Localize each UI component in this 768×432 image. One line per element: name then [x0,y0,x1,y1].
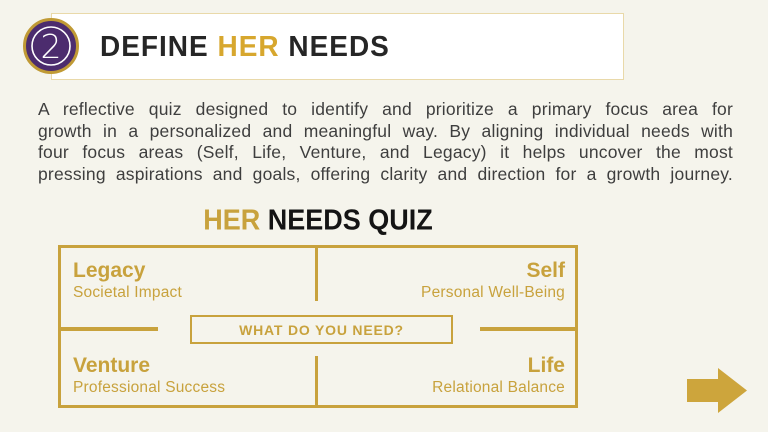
right-arrow-icon [687,367,748,414]
quadrant-title: Venture [73,354,151,377]
quadrant-title: Legacy [73,259,146,282]
description-paragraph [38,99,733,185]
quadrant-subtitle: Personal Well-Being [421,284,565,301]
quiz-logo-rest: NEEDS QUIZ [260,203,433,236]
vertical-divider-top [315,248,318,301]
next-arrow-button[interactable] [687,367,748,414]
center-question-label: WHAT DO YOU NEED? [239,321,404,338]
quadrant-title: Self [526,259,565,282]
description-line: growth in a personalized and meaningful way. By aligning individual needs with [38,120,733,141]
horizontal-divider-right [480,327,575,331]
description-line: four focus areas (Self, Life, Venture, and Legacy) it helps uncover the most [38,142,733,162]
quadrant-subtitle: Societal Impact [73,284,182,301]
quiz-logo-her: HER [203,203,261,236]
quadrant-self [421,259,565,302]
quadrant-life [432,354,565,397]
title-word-her: HER [217,30,280,62]
badge-number-text: 2 [40,27,62,66]
step-number-icon [22,17,80,75]
step-number-badge [22,17,80,75]
quadrant-venture [73,354,225,397]
quadrant-title: Life [527,354,565,377]
description-line: A reflective quiz designed to identify and prioritize a primary focus area for [38,99,733,119]
title-word-needs: NEEDS [279,30,390,62]
quadrant-subtitle: Professional Success [73,379,226,396]
horizontal-divider-left [61,327,158,331]
vertical-divider-bottom [315,356,318,405]
title-word-define: DEFINE [100,30,218,62]
center-question-box [190,315,453,344]
description-line: pressing aspirations and goals, offering clarity and direction for a growth journey. [38,163,733,184]
needs-quadrant-diagram [58,245,578,408]
quadrant-subtitle: Relational Balance [432,379,565,396]
quadrant-legacy [73,259,182,302]
page-title [100,12,620,80]
quiz-logo [58,203,578,237]
